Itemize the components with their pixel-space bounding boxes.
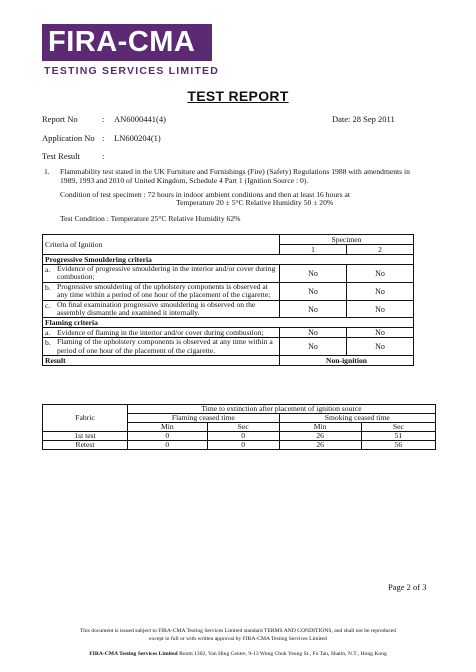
table-row xyxy=(43,338,414,356)
table-row xyxy=(43,441,436,450)
row-specimen-2-value: No xyxy=(347,338,414,356)
row-specimen-1-value: No xyxy=(280,282,347,300)
company-logo xyxy=(42,24,220,80)
row-criterion: Progressive smouldering of the upholstery components is observed at any time within a period of one hour of the placement of the cigarette; xyxy=(55,282,280,300)
test-label: 1st test xyxy=(43,432,128,441)
result-label: Result xyxy=(43,356,280,366)
row-specimen-2-value: No xyxy=(347,328,414,338)
row-specimen-2-value: No xyxy=(347,300,414,318)
row-specimen-1-value: No xyxy=(280,328,347,338)
table-row xyxy=(43,432,436,441)
logo-brand-text: FIRA-CMA xyxy=(48,26,196,58)
page-number: Page 2 of 3 xyxy=(388,582,427,592)
footer-address-text: Room 1302, Yan Hing Centre, 9-13 Wong Chuk Yeung St., Fo Tan, Shatin, N.T., Hong Kong xyxy=(179,651,387,657)
condition-specimen-line1: Condition of test specimen : 72 hours in indoor ambient conditions and then at least 16 hours at xyxy=(60,190,350,199)
report-no-value: AN6000441(4) xyxy=(114,114,166,124)
flaming-sec-value: 0 xyxy=(207,441,279,450)
application-no-colon: : xyxy=(102,133,105,143)
report-no-label: Report No xyxy=(42,114,78,124)
flaming-sec-value: 0 xyxy=(207,432,279,441)
row-letter: a. xyxy=(43,328,56,338)
extinction-group-header: Time to extinction after placement of ignition source xyxy=(128,405,436,414)
row-criterion: On final examination progressive smouldering is observed on the assembly dismantle and examined it internally. xyxy=(55,300,280,318)
criteria-table xyxy=(42,234,414,366)
fabric-header: Fabric xyxy=(43,405,128,432)
test-result-colon: : xyxy=(102,151,105,161)
footer-disclaimer-line1: This document is issued subject to FIRA-CMA Testing Services Limited standard TERMS AND CONDITIONS, and shall not be reproduced xyxy=(79,628,397,634)
table-row xyxy=(43,265,414,283)
flaming-min-header: Min xyxy=(128,423,208,432)
page-title-text: TEST REPORT xyxy=(187,88,289,104)
report-date: Date: 28 Sep 2011 xyxy=(332,114,395,124)
row-specimen-2-value: No xyxy=(347,265,414,283)
result-value: Non-ignition xyxy=(280,356,414,366)
specimen-header: Specimen xyxy=(280,235,414,245)
specimen-1-header: 1 xyxy=(280,245,347,255)
footer-disclaimer-line2: except in full or with written approval by FIRA-CMA Testing Services Limited xyxy=(149,636,327,642)
flaming-ceased-header: Flaming ceased time xyxy=(128,414,280,423)
test-result-label: Test Result xyxy=(42,151,80,161)
criteria-header: Criteria of Ignition xyxy=(43,235,280,255)
smoking-min-header: Min xyxy=(279,423,361,432)
smoking-sec-header: Sec xyxy=(361,423,435,432)
application-no-value: LN600204(1) xyxy=(114,133,161,143)
application-no-row xyxy=(42,133,161,143)
row-letter: b. xyxy=(43,338,56,356)
application-no-label: Application No xyxy=(42,133,95,143)
table-row xyxy=(43,328,414,338)
flaming-min-value: 0 xyxy=(128,432,208,441)
row-specimen-1-value: No xyxy=(280,338,347,356)
logo-tagline: TESTING SERVICES LIMITED xyxy=(44,65,220,77)
row-letter: b. xyxy=(43,282,56,300)
row-specimen-2-value: No xyxy=(347,282,414,300)
row-letter: a. xyxy=(43,265,56,283)
smoking-sec-value: 51 xyxy=(361,432,435,441)
row-criterion: Evidence of flaming in the interior and/or cover during combustion; xyxy=(55,328,280,338)
flaming-sec-header: Sec xyxy=(207,423,279,432)
smoking-sec-value: 56 xyxy=(361,441,435,450)
item-text: Flammability test stated in the UK Furniture and Furnishings (Fire) (Safety) Regulations 1988 with amendments in 1989, 1993 and 2010 of United Kingdom, Schedule 4 Part 1 (Ignition Source : 0). xyxy=(60,167,410,185)
item-number: 1. xyxy=(44,167,50,176)
smoking-min-value: 26 xyxy=(279,441,361,450)
footer-company: FIRA-CMA Testing Services Limited xyxy=(89,651,178,657)
test-result-row xyxy=(42,151,114,161)
smoking-ceased-header: Smoking ceased time xyxy=(279,414,435,423)
condition-specimen-line2: Temperature 20 ± 5°C Relative Humidity 50 ± 20% xyxy=(176,198,334,207)
test-label: Retest xyxy=(43,441,128,450)
footer-address xyxy=(0,651,476,657)
row-specimen-1-value: No xyxy=(280,265,347,283)
smoking-min-value: 26 xyxy=(279,432,361,441)
row-criterion: Evidence of progressive smouldering in the interior and/or cover during combustion; xyxy=(55,265,280,283)
report-no-colon: : xyxy=(102,114,105,124)
extinction-time-table xyxy=(42,404,436,450)
table-row xyxy=(43,300,414,318)
report-no-row xyxy=(42,114,166,124)
flaming-min-value: 0 xyxy=(128,441,208,450)
table-row xyxy=(43,282,414,300)
page-title xyxy=(0,88,476,106)
specimen-2-header: 2 xyxy=(347,245,414,255)
flaming-section-header: Flaming criteria xyxy=(43,318,414,328)
row-criterion: Flaming of the upholstery components is observed at any time within a period of one hour of the placement of the cigarette. xyxy=(55,338,280,356)
test-condition: Test Condition : Temperature 25°C Relative Humidity 62% xyxy=(60,214,241,223)
row-specimen-1-value: No xyxy=(280,300,347,318)
row-letter: c. xyxy=(43,300,56,318)
smouldering-section-header: Progressive Smouldering criteria xyxy=(43,255,414,265)
